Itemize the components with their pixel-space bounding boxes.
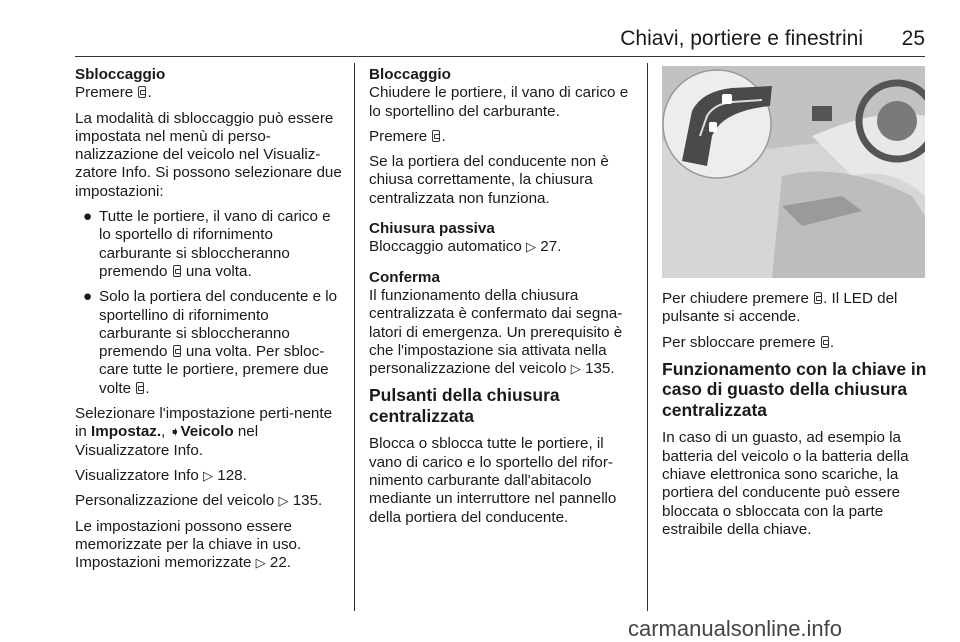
arrow-right-icon: ➧ [169, 424, 181, 440]
unlock-icon [138, 86, 146, 98]
reference-arrow-icon: ▷ [570, 361, 581, 377]
reference-arrow-icon: ▷ [526, 239, 537, 255]
bullet-list [75, 208, 343, 398]
section-heading-funzionamento: Funzionamento con la chiave in caso di guasto della chiusura centralizzata [662, 358, 927, 420]
paragraph: Bloccaggio automatico ▷ 27. [369, 238, 562, 256]
column-1 [75, 66, 343, 579]
section-heading-chiusura-passiva: Chiusura passiva [369, 220, 495, 238]
lock-icon [432, 130, 440, 142]
paragraph: Per chiudere premere . Il LED del pulsante si accende. [662, 290, 898, 326]
section-heading-sbloccaggio: Sbloccaggio [75, 66, 166, 83]
paragraph: Se la portiera del conducente non è chiusa correttamente, la chiusura centralizzata non funziona. [369, 153, 609, 207]
lock-icon [814, 292, 822, 304]
list-item: ● Tutte le portiere, il vano di carico e lo sportello di rifornimento carburante si sbloccheranno premendo una volta. [83, 208, 331, 280]
column-divider-1 [354, 63, 355, 611]
column-2 [369, 66, 634, 534]
paragraph: Blocca o sblocca tutte le portiere, il vano di carico e lo sportello del rifor-nimento carburante dall'abitacolo mediante un interruttore nel pannello della portiera del conducente. [369, 435, 617, 526]
cross-reference[interactable]: Personalizzazione del veicolo ▷ 135. [75, 492, 323, 510]
unlock-icon [821, 336, 829, 348]
menu-term-veicolo: Veicolo [180, 423, 234, 441]
door-panel-photo [662, 66, 925, 278]
reference-arrow-icon: ▷ [255, 555, 266, 571]
paragraph: Per sbloccare premere . [662, 333, 835, 351]
column-3 [662, 290, 930, 546]
paragraph: Premere . [369, 127, 446, 145]
page-header [75, 27, 925, 53]
header-rule [75, 56, 925, 57]
section-heading-bloccaggio: Bloccaggio [369, 66, 451, 83]
paragraph: In caso di un guasto, ad esempio la batteria del veicolo o la batteria della chiave elettronica sono scariche, la portiera del conducente può essere bloccata o sbloccata con la parte estraibile della chiave. [662, 429, 909, 538]
unlock-icon [173, 345, 181, 357]
unlock-icon [136, 382, 144, 394]
section-heading-conferma: Conferma [369, 268, 440, 286]
watermark: carmanualsonline.info [628, 616, 843, 641]
paragraph: Chiudere le portiere, il vano di carico e lo sportellino del carburante. [369, 84, 629, 120]
paragraph: La modalità di sbloccaggio può essere impostata nel menù di perso-nalizzazione del veicolo nel Visualiz-zatore Info. Si possono selezionare due impostazioni: [75, 109, 342, 200]
unlock-icon [173, 265, 181, 277]
column-divider-2 [647, 63, 648, 611]
reference-arrow-icon: ▷ [278, 493, 289, 509]
paragraph: Premere . [75, 84, 152, 102]
section-heading-pulsanti: Pulsanti della chiusura centralizzata [369, 385, 560, 426]
cross-reference[interactable]: Visualizzatore Info ▷ 128. [75, 466, 247, 484]
cross-reference-page[interactable]: 27. [540, 238, 562, 256]
cross-reference-page[interactable]: 22. [269, 554, 291, 572]
menu-term-impostaz: Impostaz. [91, 423, 162, 441]
reference-arrow-icon: ▷ [203, 467, 214, 483]
cross-reference-page[interactable]: 135. [585, 360, 615, 378]
paragraph: Selezionare l'impostazione perti-nente in Impostaz., ➧Veicolo nel Visualizzatore Info. [75, 405, 333, 459]
bullet-icon: ● [83, 208, 93, 226]
bullet-icon: ● [83, 288, 93, 306]
paragraph: Le impostazioni possono essere memorizzate per la chiave in uso. Impostazioni memorizzate ▷ 22. [75, 517, 302, 572]
list-item: ● Solo la portiera del conducente e lo sportellino di rifornimento carburante si sbloccheranno premendo una volta. Per sbloc-care tutte le portiere, premere due volte . [83, 288, 338, 397]
page-number: 25 [901, 27, 925, 50]
page-header-title: Chiavi, portiere e finestrini [620, 27, 863, 50]
paragraph: Il funzionamento della chiusura centralizzata è confermato dai segna-latori di emergenza. Un prerequisito è che l'impostazione sia attivata nella personalizzazione del veicolo ▷ 135. [369, 286, 623, 378]
